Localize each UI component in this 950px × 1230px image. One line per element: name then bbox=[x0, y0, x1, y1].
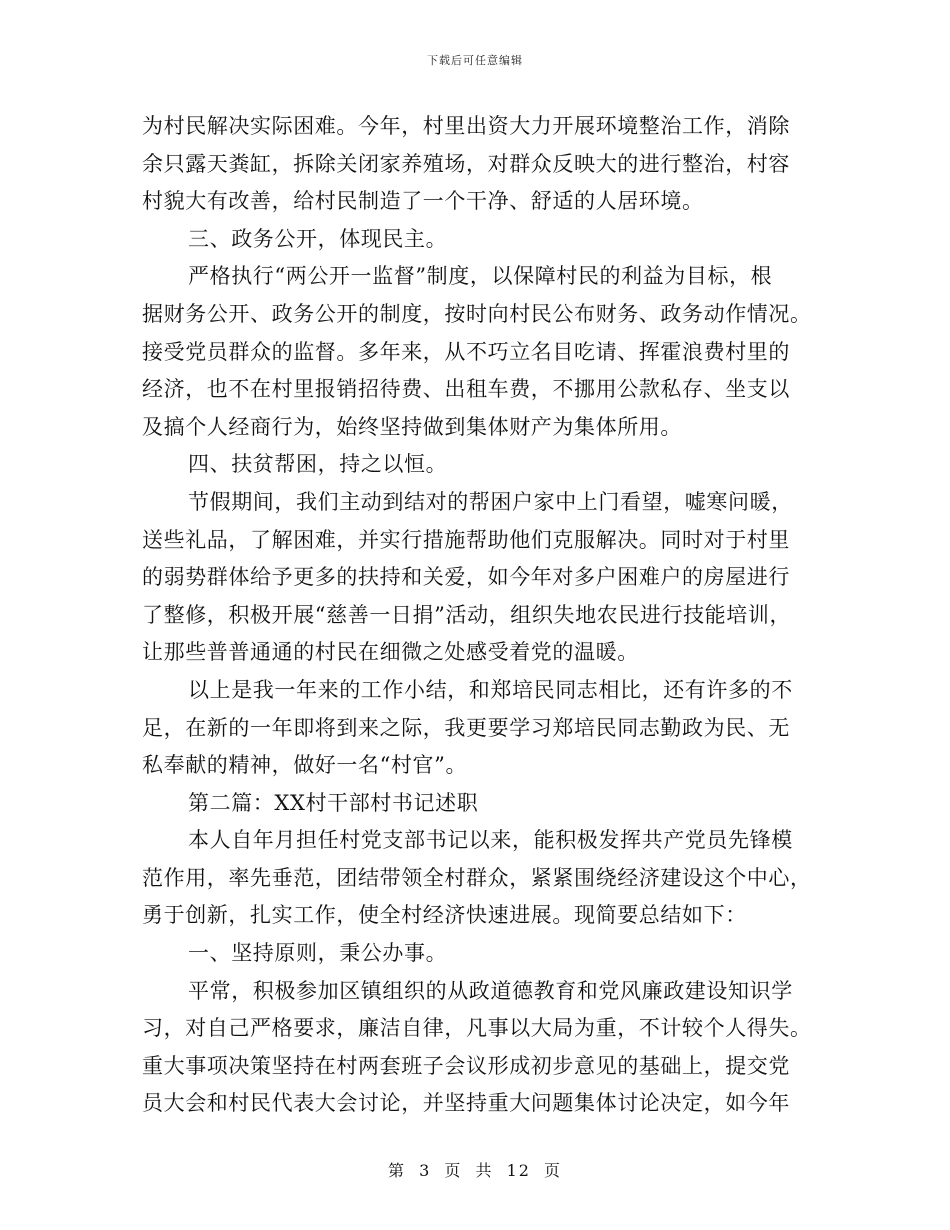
body-line: 节假期间，我们主动到结对的帮困户家中上门看望，嘘寒问暖， bbox=[188, 489, 793, 514]
chapter-heading: 第二篇：XX村干部村书记述职 bbox=[188, 790, 479, 815]
body-text bbox=[142, 108, 814, 1123]
body-line: 了整修，积极开展“慈善一日捐”活动，组织失地农民进行技能培训， bbox=[142, 602, 792, 627]
body-line: 让那些普普通通的村民在细微之处感受着党的温暖。 bbox=[142, 640, 639, 665]
footer-total-prefix: 共 bbox=[475, 1161, 494, 1180]
body-line: 勇于创新，扎实工作，使全村经济快速进展。现简要总结如下： bbox=[142, 903, 747, 928]
footer-page-unit: 页 bbox=[444, 1161, 463, 1180]
section-heading: 一、坚持原则，秉公办事。 bbox=[188, 941, 448, 966]
body-line: 经济，也不在村里报销招待费、出租车费，不挪用公款私存、坐支以 bbox=[142, 377, 790, 402]
body-line: 的弱势群体给予更多的扶持和关爱，如今年对多户困难户的房屋进行 bbox=[142, 565, 790, 590]
footer-total-unit: 页 bbox=[544, 1161, 563, 1180]
body-line: 员大会和村民代表大会讨论，并坚持重大问题集体讨论决定，如今年 bbox=[142, 1091, 790, 1116]
body-line: 重大事项决策坚持在村两套班子会议形成初步意见的基础上，提交党 bbox=[142, 1053, 790, 1078]
body-line: 习，对自己严格要求，廉洁自律，凡事以大局为重，不计较个人得失。 bbox=[142, 1016, 812, 1041]
section-heading: 三、政务公开，体现民主。 bbox=[188, 226, 448, 251]
page-number: 3 bbox=[419, 1161, 432, 1180]
body-line: 足，在新的一年即将到来之际，我更要学习郑培民同志勤政为民、无 bbox=[142, 715, 790, 740]
body-line: 严格执行“两公开一监督”制度，以保障村民的利益为目标，根 bbox=[188, 264, 773, 289]
body-line: 接受党员群众的监督。多年来，从不巧立名目吃请、挥霍浪费村里的 bbox=[142, 339, 790, 364]
body-line: 私奉献的精神，做好一名“村官”。 bbox=[142, 753, 468, 778]
body-line: 及搞个人经商行为，始终坚持做到集体财产为集体所用。 bbox=[142, 414, 682, 439]
footer-prefix: 第 bbox=[387, 1161, 406, 1180]
body-line: 范作用，率先垂范，团结带领全村群众，紧紧围绕经济建设这个中心， bbox=[142, 865, 812, 890]
body-line: 本人自年月担任村党支部书记以来，能积极发挥共产党员先锋模 bbox=[188, 828, 793, 853]
body-line: 余只露天粪缸，拆除关闭家养殖场，对群众反映大的进行整治，村容 bbox=[142, 151, 790, 176]
body-line: 送些礼品，了解困难，并实行措施帮助他们克服解决。同时对于村里 bbox=[142, 527, 790, 552]
section-heading: 四、扶贫帮困，持之以恒。 bbox=[188, 452, 448, 477]
page-footer bbox=[0, 1158, 950, 1181]
body-line: 为村民解决实际困难。今年，村里出资大力开展环境整治工作，消除 bbox=[142, 114, 790, 138]
body-line: 据财务公开、政务公开的制度，按时向村民公布财务、政务动作情况。 bbox=[142, 301, 812, 326]
body-line: 村貌大有改善，给村民制造了一个干净、舒适的人居环境。 bbox=[142, 189, 704, 214]
page-header: 下载后可任意编辑 bbox=[427, 54, 523, 67]
body-line: 以上是我一年来的工作小结，和郑培民同志相比，还有许多的不 bbox=[188, 677, 793, 702]
total-pages: 12 bbox=[506, 1161, 531, 1180]
body-line: 平常，积极参加区镇组织的从政道德教育和党风廉政建设知识学 bbox=[188, 978, 793, 1003]
